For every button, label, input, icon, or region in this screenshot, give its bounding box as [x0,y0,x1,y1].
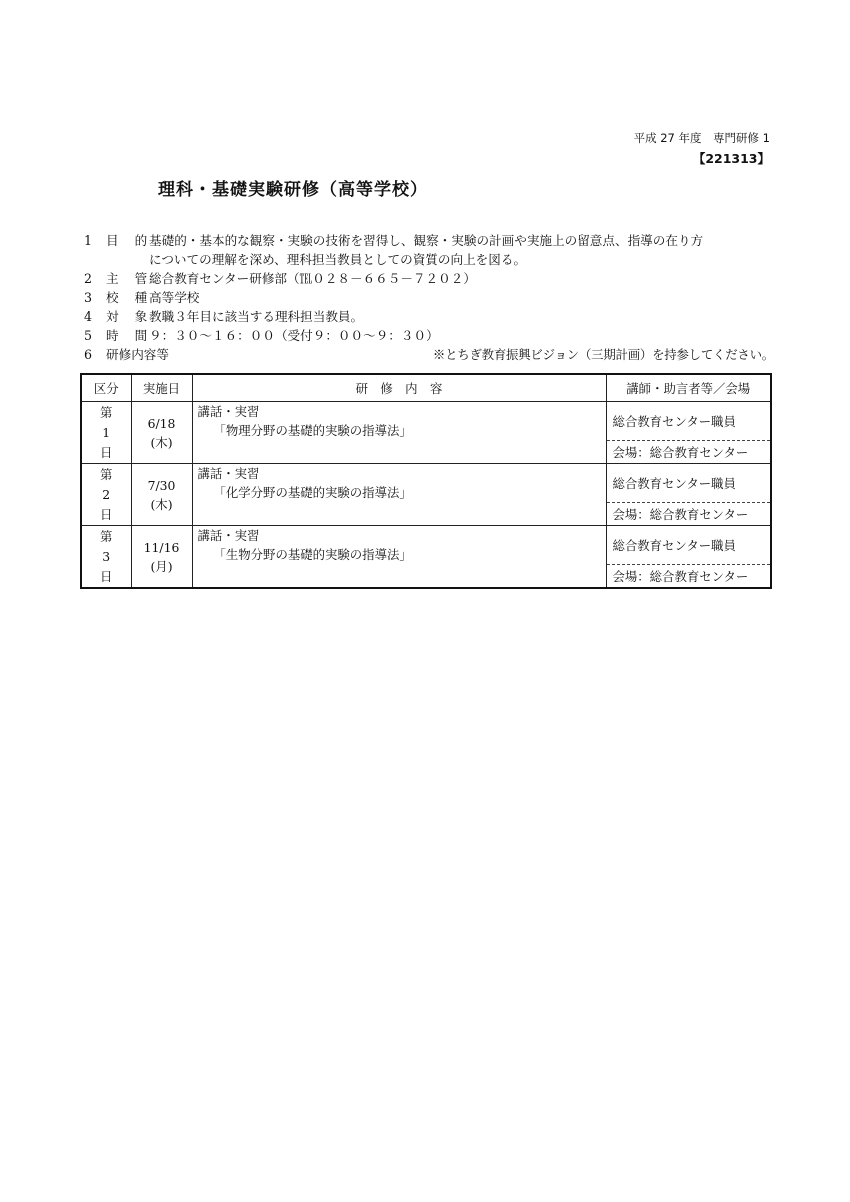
header-date: 実施日 [131,374,192,402]
course-info-list [84,231,774,364]
info-item-label: 主 管 [106,271,154,286]
info-item-organizer [84,269,774,288]
table-row [81,464,771,503]
info-item-number: 1 [84,233,93,248]
info-item-number: 4 [84,309,93,324]
purpose-text-line1: 基礎的・基本的な観察・実験の技術を習得し、観察・実験の計画や実施上の留意点、指導の在り方 [149,233,704,248]
day-cell: 第 3 日 [81,526,131,589]
lecturer-cell: 総合教育センター職員 [606,526,771,565]
info-item-label: 対 象 [106,309,154,324]
session-topic: 「化学分野の基礎的実験の指導法」 [213,485,412,500]
info-item-purpose-continued [84,250,774,269]
table-row [81,402,771,441]
info-item-school-type [84,288,774,307]
date-cell: 11/16 (月) [131,526,192,589]
session-type: 講話・実習 [197,404,260,419]
info-item-value [149,231,774,250]
venue-cell: 会場：総合教育センター [606,502,771,525]
lecturer-cell: 総合教育センター職員 [606,464,771,503]
session-type: 講話・実習 [197,528,260,543]
session-type: 講話・実習 [197,466,260,481]
info-item-value: ９：３０～１６：００（受付９：００～９：３０） [149,328,439,343]
info-item-label: 目 的 [106,233,154,248]
info-item-number: 6 [84,347,93,362]
venue-cell: 会場：総合教育センター [606,564,771,588]
purpose-text-line2: についての理解を深め、理科担当教員としての資質の向上を図る。 [149,252,527,267]
info-item-value: 教職３年目に該当する理科担当教員。 [149,309,364,324]
header-content: 研 修 内 容 [192,374,606,402]
venue-cell: 会場：総合教育センター [606,440,771,463]
info-item-target [84,307,774,326]
session-topic: 「生物分野の基礎的実験の指導法」 [213,547,412,562]
fiscal-year-label: 平成 27 年度 専門研修 1 [633,131,770,145]
info-item-time [84,326,774,345]
header-lecturer: 講師・助言者等／会場 [606,374,771,402]
page-title: 理科・基礎実験研修（高等学校） [158,180,428,200]
info-item-number: 3 [84,290,93,305]
table-header-row [81,374,771,402]
header-day: 区分 [81,374,131,402]
date-cell: 6/18 (木) [131,402,192,464]
day-cell: 第 1 日 [81,402,131,464]
info-item-purpose [84,231,774,250]
info-item-value: 総合教育センター研修部（℡０２８－６６５－７２０２） [149,271,476,286]
content-cell [192,526,606,589]
info-item-label: 校 種 [106,290,154,305]
session-topic: 「物理分野の基礎的実験の指導法」 [213,423,412,438]
content-cell [192,464,606,526]
content-cell [192,402,606,464]
info-item-label: 研修内容等 [106,347,169,362]
day-cell: 第 2 日 [81,464,131,526]
info-item-value: 高等学校 [149,290,200,305]
date-cell: 7/30 (木) [131,464,192,526]
info-item-contents [84,345,774,364]
course-code: 【221313】 [692,151,770,166]
table-row [81,526,771,565]
lecturer-cell: 総合教育センター職員 [606,402,771,441]
bring-item-note: ※とちぎ教育振興ビジョン（三期計画）を持参してください。 [432,347,774,362]
info-item-number: 5 [84,328,93,343]
info-item-label: 時 間 [106,328,154,343]
schedule-table [80,373,772,589]
info-item-number: 2 [84,271,93,286]
